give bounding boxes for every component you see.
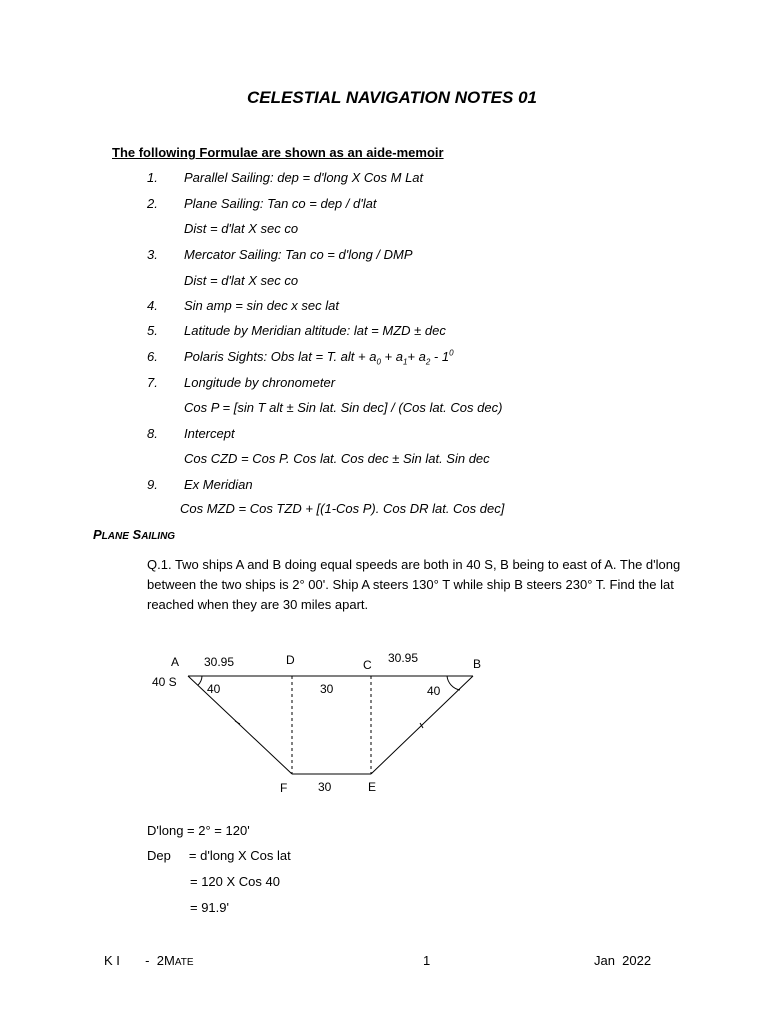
working-dep-calc: = 120 X Cos 40 <box>190 874 280 889</box>
section-heading-plane-sailing: PLANE SAILING <box>93 527 176 542</box>
footer-date: Jan 2022 <box>594 953 652 968</box>
formula-mercator-sailing: Mercator Sailing: Tan co = d'long / DMP <box>184 247 413 262</box>
formula-number: 5. <box>147 323 158 338</box>
page-title: CELESTIAL NAVIGATION NOTES 01 <box>247 88 537 107</box>
formula-polaris: Polaris Sights: Obs lat = T. alt + $a_0 + a_1+ a_2 - 1^0$ <box>184 348 454 367</box>
formula-meridian-altitude: Latitude by Meridian altitude: lat = MZD ± dec <box>184 323 446 338</box>
angle-arc-a <box>198 676 202 685</box>
page-number: 1 <box>423 953 431 968</box>
question-text: Q.1. Two ships A and B doing equal speeds are both in 40 S, B being to east of A. The d'long between the two ships is 2° 00'. Ship A steers 130° T while ship B steers 230° T. Find the lat reached when they are 30 miles apart. <box>147 557 681 612</box>
formula-longitude-chronometer: Longitude by chronometer <box>184 375 336 390</box>
working-dep-result: = 91.9' <box>190 900 229 915</box>
formula-number: 4. <box>147 298 158 313</box>
formula-plane-sailing: Plane Sailing: Tan co = dep / d'lat <box>184 196 377 211</box>
formula-cos-p: Cos P = [sin T alt ± Sin lat. Sin dec] / (Cos lat. Cos dec) <box>184 400 503 415</box>
point-a-label: A <box>171 655 180 669</box>
formula-parallel-sailing: Parallel Sailing: dep = d'long X Cos M Lat <box>184 170 424 185</box>
point-e-label: E <box>368 780 377 794</box>
formula-number: 1. <box>147 170 158 185</box>
working-dep: Dep = d'long X Cos lat <box>147 848 291 863</box>
footer-author: K I - 2MATE <box>104 953 194 968</box>
formulae-intro: The following Formulae are shown as an aide-memoir <box>112 145 444 160</box>
formula-number: 9. <box>147 477 158 492</box>
formula-number: 2. <box>147 196 158 211</box>
angle-b-label: 40 <box>427 684 441 698</box>
formula-cos-czd: Cos CZD = Cos P. Cos lat. Cos dec ± Sin lat. Sin dec <box>184 451 490 466</box>
formula-number: 8. <box>147 426 158 441</box>
latitude-label: 40 S <box>152 675 177 689</box>
formula-number: 6. <box>147 349 158 364</box>
line-be <box>371 676 473 774</box>
point-f-label: F <box>280 781 288 795</box>
arrow-tick-be <box>420 723 423 728</box>
formula-intercept: Intercept <box>184 426 235 441</box>
formula-number: 3. <box>147 247 158 262</box>
point-b-label: B <box>473 657 482 671</box>
distance-cb-label: 30.95 <box>388 651 419 665</box>
formula-amplitude: Sin amp = sin dec x sec lat <box>184 298 339 313</box>
point-c-label: C <box>363 658 372 672</box>
working-dlong: D'long = 2° = 120' <box>147 823 250 838</box>
angle-a-label: 40 <box>207 682 221 696</box>
distance-ad-label: 30.95 <box>204 655 235 669</box>
line-af <box>188 676 292 774</box>
point-d-label: D <box>286 653 295 667</box>
formula-ex-meridian: Ex Meridian <box>184 477 253 492</box>
formula-number: 7. <box>147 375 158 390</box>
distance-fe-label: 30 <box>318 780 332 794</box>
formula-plane-sailing-dist: Dist = d'lat X sec co <box>184 221 299 236</box>
formula-cos-mzd: Cos MZD = Cos TZD + [(1-Cos P). Cos DR lat. Cos dec] <box>180 501 505 516</box>
formula-mercator-sailing-dist: Dist = d'lat X sec co <box>184 273 299 288</box>
angle-arc-b <box>447 676 460 690</box>
distance-dc-label: 30 <box>320 682 334 696</box>
plane-sailing-diagram <box>140 640 520 810</box>
arrow-tick-af <box>235 721 240 724</box>
